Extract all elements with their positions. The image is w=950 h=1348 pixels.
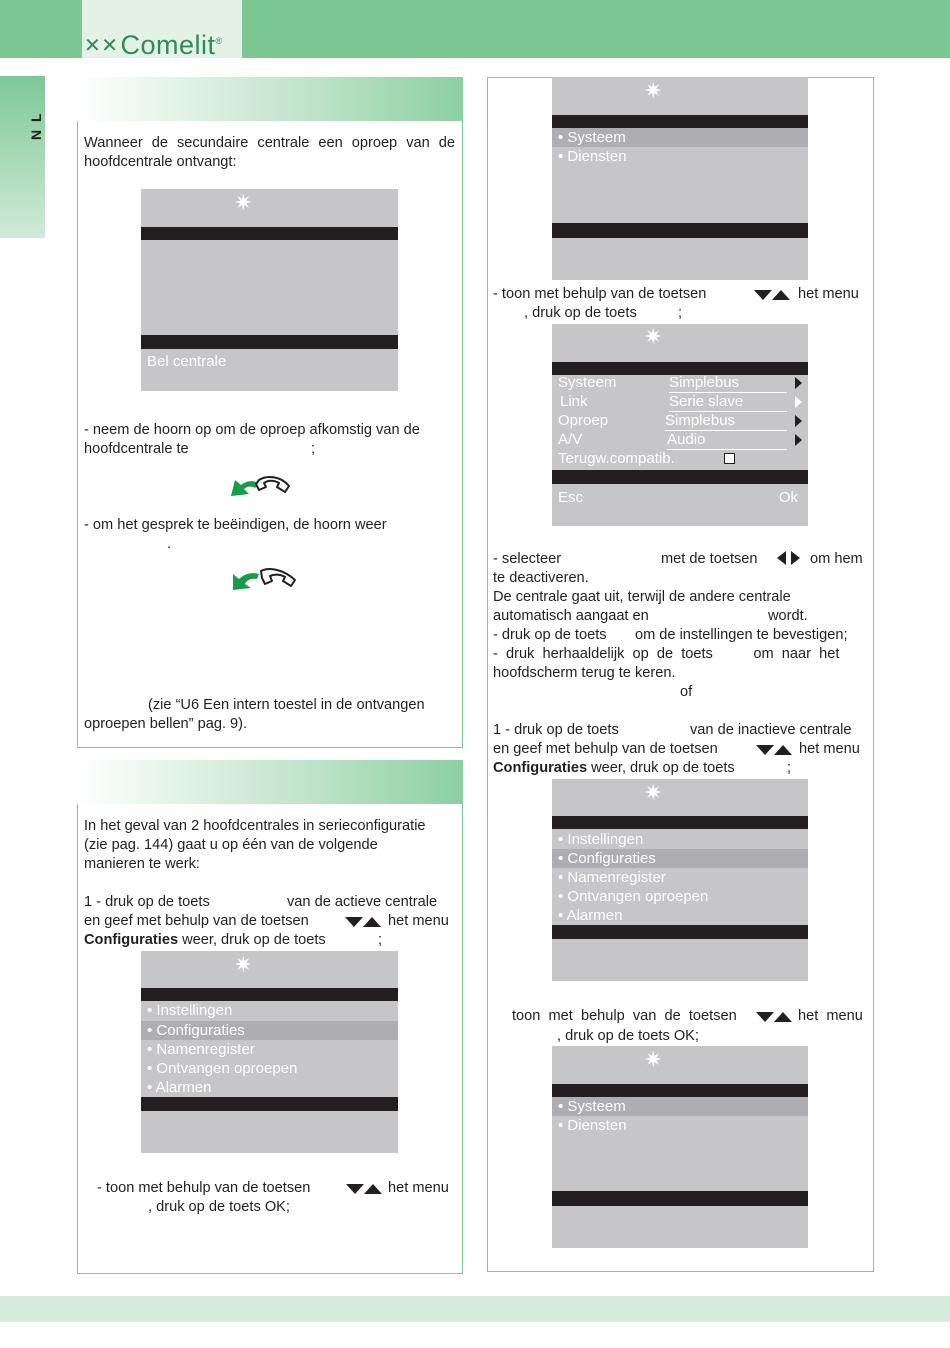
registered-mark: ®	[215, 36, 223, 46]
para4-line1: - druk herhaaldelijk op de toets om naar het	[493, 646, 840, 662]
step-answer-line2: hoofdcentrale te	[84, 441, 189, 457]
arrow-right-icon	[795, 395, 802, 413]
menu-item-ontvangen-oproepen: • Ontvangen oproepen	[558, 888, 709, 905]
left-right-arrows-icon	[777, 551, 800, 570]
step-hangup-end: .	[167, 536, 172, 552]
menu-item-configuraties: • Configuraties	[141, 1021, 398, 1040]
step2-line2: , druk op de toets OK;	[148, 1199, 290, 1215]
sun-icon: ✷	[644, 324, 663, 349]
right-step-a-line2: , druk op de toets	[524, 305, 637, 321]
para4-line2: hoofdscherm terug te keren.	[493, 665, 676, 681]
setting-value-link	[669, 392, 789, 412]
softkey-ok[interactable]: Ok	[778, 489, 798, 506]
step2-line1-start: - toon met behulp van de toetsen	[97, 1180, 311, 1196]
step-answer-line1: - neem de hoorn op om de oproep afkomstig van de	[84, 422, 420, 438]
select-text-end: om hem	[810, 551, 863, 567]
sun-icon: ✷	[644, 78, 663, 103]
step-hangup-line1: - om het gesprek te beëindigen, de hoorn weer	[84, 517, 387, 533]
setting-value-av	[667, 430, 789, 450]
sun-icon: ✷	[644, 1047, 663, 1072]
right-step-a-end: het menu	[798, 286, 859, 302]
section2-line1: In het geval van 2 hoofdcentrales in serieconfiguratie	[84, 818, 426, 834]
left-box2-header	[77, 760, 463, 804]
configuraties-bold: Configuraties	[84, 932, 179, 948]
menu-item-systeem: • Systeem	[552, 1097, 808, 1116]
right-step1-line2-start: en geef met behulp van de toetsen	[493, 741, 718, 757]
display-system-menu-bottom	[552, 1046, 808, 1248]
menu-item-instellingen: • Instellingen	[147, 1002, 233, 1019]
display-incoming-call	[141, 189, 398, 391]
step1-line2-start: en geef met behulp van de toetsen	[84, 913, 309, 929]
right-step1-line2-end: het menu	[799, 741, 860, 757]
setting-label-link: Link	[560, 393, 588, 410]
display-bar-top	[552, 1084, 808, 1097]
display-bar-top	[141, 227, 398, 240]
display-bar-bottom	[552, 1191, 808, 1206]
arrow-right-icon	[795, 433, 802, 451]
para2-line2-end: wordt.	[768, 608, 808, 624]
display-main-menu	[141, 951, 398, 1153]
menu-item-systeem: • Systeem	[552, 128, 808, 147]
select-text-mid: met de toetsen	[661, 551, 758, 567]
hang-up-handset-icon	[229, 566, 301, 596]
arrow-right-icon	[795, 414, 802, 432]
logo-text: Comelit	[120, 30, 216, 60]
menu-item-ontvangen-oproepen: • Ontvangen oproepen	[147, 1060, 298, 1077]
display-bar-bottom	[141, 1097, 398, 1111]
down-up-arrows-icon	[756, 1009, 792, 1027]
reference-line2: oproepen bellen” pag. 9).	[84, 716, 248, 732]
setting-value-av-text: Audio	[667, 430, 787, 450]
call-exchange-label: Bel centrale	[147, 353, 227, 370]
pick-up-handset-icon	[229, 474, 293, 504]
step1-line3-rest: weer, druk op de toets	[182, 932, 326, 948]
display-system-menu	[552, 77, 808, 280]
display-main-menu-right	[552, 779, 808, 981]
menu-item-alarmen: • Alarmen	[558, 907, 623, 924]
para2-line2-start: automatisch aangaat en	[493, 608, 649, 624]
setting-value-link-text: Serie slave	[669, 392, 787, 412]
section2-line3: manieren te werk:	[84, 856, 200, 872]
footer-band	[0, 1296, 950, 1322]
right-step2-line1-end: het menu	[798, 1008, 863, 1024]
menu-item-namenregister: • Namenregister	[558, 869, 666, 886]
para3: - druk op de toets om de instellingen te bevestigen;	[493, 627, 848, 643]
right-step1-line3-end: ;	[787, 760, 792, 776]
right-step2-line1-start: toon met behulp van de toetsen	[512, 1008, 737, 1024]
compat-checkbox[interactable]	[724, 453, 735, 464]
select-text-line2: te deactiveren.	[493, 570, 589, 586]
display-bar-top	[552, 816, 808, 829]
right-step1-line1-end: van de inactieve centrale	[690, 722, 852, 738]
select-text-start: - selecteer	[493, 551, 562, 567]
right-step-a-start: - toon met behulp van de toetsen	[493, 286, 707, 302]
softkey-esc[interactable]: Esc	[558, 489, 584, 506]
setting-label-av: A/V	[558, 431, 583, 448]
down-up-arrows-icon	[754, 287, 790, 305]
section2-line2: (zie pag. 144) gaat u op één van de volgende	[84, 837, 378, 853]
sun-icon: ✷	[234, 190, 253, 215]
configuraties-bold: Configuraties	[493, 760, 588, 776]
step1-line3-end: ;	[378, 932, 383, 948]
display-bar-bottom	[552, 223, 808, 238]
left-box-receive-call	[77, 77, 463, 748]
right-step1-line1-start: 1 - druk op de toets	[493, 722, 619, 738]
menu-item-diensten: • Diensten	[558, 148, 627, 165]
display-bar-bottom	[141, 335, 398, 349]
step-answer-end: ;	[311, 441, 316, 457]
language-tab-label: N L	[28, 111, 44, 140]
arrow-right-icon	[795, 376, 802, 394]
display-system-settings	[552, 324, 808, 526]
setting-value-oproep-text: Simplebus	[665, 411, 787, 431]
setting-label-oproep: Oproep	[558, 412, 609, 429]
or-text: of	[680, 684, 693, 700]
setting-value-oproep	[665, 411, 789, 431]
display-bar-bottom	[552, 470, 808, 484]
menu-item-diensten: • Diensten	[558, 1117, 627, 1134]
setting-label-systeem: Systeem	[558, 374, 617, 391]
down-up-arrows-icon	[756, 742, 792, 760]
display-bar-top	[141, 988, 398, 1001]
menu-item-configuraties: • Configuraties	[552, 849, 808, 868]
display-bar-bottom	[552, 925, 808, 939]
step1-line1-end: van de actieve centrale	[287, 894, 438, 910]
step1-line3	[84, 931, 326, 950]
display-bar-top	[552, 115, 808, 128]
step2-line1-end: het menu	[388, 1180, 449, 1196]
right-step-a-line2-end: ;	[678, 305, 683, 321]
setting-label-compat: Terugw.compatib.	[558, 450, 675, 467]
menu-item-namenregister: • Namenregister	[147, 1041, 255, 1058]
setting-value-systeem-text: Simplebus	[669, 373, 787, 393]
left-box-header	[77, 77, 463, 121]
right-step1-line3-rest: weer, druk op de toets	[591, 760, 735, 776]
step1-line2-end: het menu	[388, 913, 449, 929]
down-up-arrows-icon	[346, 1181, 382, 1199]
sun-icon: ✷	[644, 780, 663, 805]
comelit-logo	[84, 26, 223, 61]
right-step2-line2: , druk op de toets OK;	[557, 1028, 699, 1044]
menu-item-alarmen: • Alarmen	[147, 1079, 212, 1096]
para2-line1: De centrale gaat uit, terwijl de andere centrale	[493, 589, 791, 605]
reference-line1: (zie “U6 Een intern toestel in de ontvangen	[148, 697, 425, 713]
menu-item-instellingen: • Instellingen	[558, 831, 644, 848]
intro-text: Wanneer de secundaire centrale een oproep van de hoofdcentrale ontvangt:	[84, 135, 455, 170]
down-up-arrows-icon	[345, 914, 381, 932]
sun-icon: ✷	[234, 952, 253, 977]
step1-line1-start: 1 - druk op de toets	[84, 894, 210, 910]
logo-mark-icon: ✕✕	[84, 35, 119, 57]
right-step1-line3	[493, 759, 735, 778]
setting-value-systeem	[669, 373, 789, 393]
